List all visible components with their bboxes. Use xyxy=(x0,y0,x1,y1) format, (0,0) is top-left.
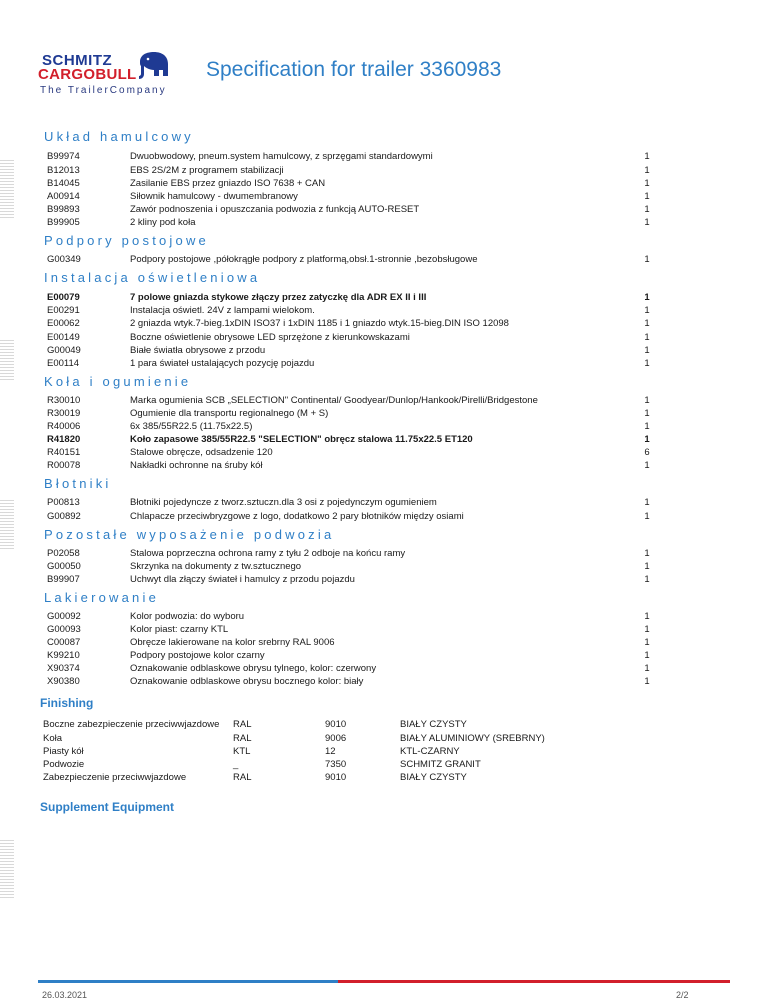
spec-desc: Marka ogumienia SCB „SELECTION" Continental/ Goodyear/Dunlop/Hankook/Pirelli/Bridgestone xyxy=(130,395,538,406)
spec-row xyxy=(0,304,768,317)
spec-qty: 1 xyxy=(644,178,650,189)
spec-qty: 1 xyxy=(644,637,650,648)
spec-qty: 1 xyxy=(644,217,650,228)
spec-row xyxy=(0,623,768,636)
page-number: 2/2 xyxy=(676,990,689,1000)
finishing-row xyxy=(0,771,768,784)
spec-desc: Boczne oświetlenie obrysowe LED sprzężone z kierunkowskazami xyxy=(130,332,410,343)
finishing-number: 9006 xyxy=(325,733,347,744)
spec-row xyxy=(0,573,768,586)
spec-qty: 1 xyxy=(644,650,650,661)
spec-row xyxy=(0,407,768,420)
section-title-other-chassis: Pozostałe wyposażenie podwozia xyxy=(44,527,335,542)
spec-qty: 1 xyxy=(644,611,650,622)
page-title: Specification for trailer 3360983 xyxy=(206,58,502,81)
finishing-standard: RAL xyxy=(233,719,252,730)
finishing-part: Koła xyxy=(43,733,63,744)
spec-qty: 1 xyxy=(644,676,650,687)
spec-code: B12013 xyxy=(47,165,80,176)
spec-row xyxy=(0,496,768,509)
spec-qty: 1 xyxy=(644,254,650,265)
spec-desc: Siłownik hamulcowy - dwumembranowy xyxy=(130,191,298,202)
spec-desc: Instalacja oświetl. 24V z lampami wielokom. xyxy=(130,305,315,316)
section-title-paint: Lakierowanie xyxy=(44,590,160,605)
spec-row xyxy=(0,649,768,662)
section-title-braking: Układ hamulcowy xyxy=(44,129,194,144)
spec-qty: 1 xyxy=(644,663,650,674)
spec-desc: Stalowe obręcze, odsadzenie 120 xyxy=(130,447,273,458)
spec-code: A00914 xyxy=(47,191,80,202)
spec-row xyxy=(0,331,768,344)
spec-qty: 1 xyxy=(644,191,650,202)
spec-desc: Koło zapasowe 385/55R22.5 "SELECTION" obręcz stalowa 11.75x22.5 ET120 xyxy=(130,434,473,445)
spec-code: G00092 xyxy=(47,611,81,622)
spec-code: E00079 xyxy=(47,292,80,303)
spec-row xyxy=(0,433,768,446)
footer-date: 26.03.2021 xyxy=(42,990,88,1000)
spec-qty: 1 xyxy=(644,408,650,419)
finishing-row xyxy=(0,758,768,771)
spec-code: B99907 xyxy=(47,574,80,585)
spec-qty: 1 xyxy=(644,305,650,316)
spec-code: R40151 xyxy=(47,447,81,458)
finishing-number: 9010 xyxy=(325,772,347,783)
spec-code: P02058 xyxy=(47,548,80,559)
finishing-color-name: BIAŁY CZYSTY xyxy=(400,772,467,783)
spec-row xyxy=(0,394,768,407)
spec-desc: EBS 2S/2M z programem stabilizacji xyxy=(130,165,284,176)
spec-qty: 1 xyxy=(644,460,650,471)
spec-code: R30019 xyxy=(47,408,81,419)
spec-desc: Białe światła obrysowe z przodu xyxy=(130,345,266,356)
spec-desc: Nakładki ochronne na śruby kół xyxy=(130,460,263,471)
spec-desc: Ogumienie dla transportu regionalnego (M + S) xyxy=(130,408,329,419)
spec-row xyxy=(0,459,768,472)
spec-row xyxy=(0,177,768,190)
spec-qty: 1 xyxy=(644,332,650,343)
spec-code: E00062 xyxy=(47,318,80,329)
spec-qty: 1 xyxy=(644,624,650,635)
scan-artifact xyxy=(0,840,14,900)
spec-code: G00049 xyxy=(47,345,81,356)
spec-desc: 6x 385/55R22.5 (11.75x22.5) xyxy=(130,421,253,432)
spec-code: P00813 xyxy=(47,497,80,508)
spec-qty: 1 xyxy=(644,318,650,329)
finishing-part: Boczne zabezpieczenie przeciwwjazdowe xyxy=(43,719,220,730)
spec-code: R30010 xyxy=(47,395,81,406)
spec-code: E00149 xyxy=(47,332,80,343)
spec-desc: Zawór podnoszenia i opuszczania podwozia z funkcją AUTO-RESET xyxy=(130,204,420,215)
spec-desc: Kolor podwozia: do wyboru xyxy=(130,611,245,622)
spec-desc: Obręcze lakierowane na kolor srebrny RAL 9006 xyxy=(130,637,335,648)
spec-code: B99974 xyxy=(47,151,80,162)
section-title-wheels: Koła i ogumienie xyxy=(44,374,192,389)
spec-qty: 1 xyxy=(644,165,650,176)
finishing-part: Piasty kół xyxy=(43,746,84,757)
spec-row xyxy=(0,344,768,357)
spec-row xyxy=(0,510,768,523)
spec-desc: 2 gniazda wtyk.7-bieg.1xDIN ISO37 i 1xDIN 1185 i 1 gniazdo wtyk.15-bieg.DIN ISO 12098 xyxy=(130,318,509,329)
spec-code: B14045 xyxy=(47,178,80,189)
finishing-standard: RAL xyxy=(233,733,252,744)
spec-code: R41820 xyxy=(47,434,81,445)
finishing-number: 7350 xyxy=(325,759,347,770)
spec-code: E00291 xyxy=(47,305,80,316)
spec-row xyxy=(0,547,768,560)
spec-row xyxy=(0,253,768,266)
spec-row xyxy=(0,317,768,330)
spec-desc: 1 para świateł ustalających pozycję pojazdu xyxy=(130,358,315,369)
spec-desc: 7 polowe gniazda stykowe złączy przez zatyczkę dla ADR EX II i III xyxy=(130,292,427,303)
spec-code: R00078 xyxy=(47,460,81,471)
spec-desc: 2 kliny pod koła xyxy=(130,217,196,228)
elephant-icon xyxy=(134,50,170,84)
section-title-lighting: Instalacja oświetleniowa xyxy=(44,270,261,285)
finishing-row xyxy=(0,745,768,758)
spec-code: X90374 xyxy=(47,663,80,674)
spec-qty: 1 xyxy=(644,561,650,572)
spec-qty: 1 xyxy=(644,434,650,445)
supplement-title: Supplement Equipment xyxy=(40,800,175,814)
spec-code: X90380 xyxy=(47,676,80,687)
finishing-color-name: BIAŁY ALUMINIOWY (SREBRNY) xyxy=(400,733,545,744)
finishing-row xyxy=(0,718,768,731)
spec-qty: 1 xyxy=(644,497,650,508)
spec-row xyxy=(0,164,768,177)
finishing-color-name: SCHMITZ GRANIT xyxy=(400,759,481,770)
spec-row xyxy=(0,190,768,203)
spec-qty: 6 xyxy=(644,447,650,458)
spec-qty: 1 xyxy=(644,151,650,162)
company-tagline: The TrailerCompany xyxy=(40,85,167,96)
spec-code: G00050 xyxy=(47,561,81,572)
spec-row xyxy=(0,203,768,216)
finishing-standard: KTL xyxy=(233,746,251,757)
spec-code: C00087 xyxy=(47,637,81,648)
spec-row xyxy=(0,636,768,649)
spec-desc: Chlapacze przeciwbryzgowe z logo, dodatkowo 2 pary błotników między osiami xyxy=(130,511,464,522)
spec-row xyxy=(0,610,768,623)
spec-desc: Podpory postojowe ,półokrągłe podpory z platformą,obsł.1-stronnie ,bezobsługowe xyxy=(130,254,478,265)
spec-row xyxy=(0,420,768,433)
finishing-color-name: BIAŁY CZYSTY xyxy=(400,719,467,730)
spec-desc: Podpory postojowe kolor czarny xyxy=(130,650,265,661)
footer-divider-blue xyxy=(38,980,338,983)
spec-desc: Zasilanie EBS przez gniazdo ISO 7638 + CAN xyxy=(130,178,326,189)
spec-row xyxy=(0,357,768,370)
spec-row xyxy=(0,662,768,675)
finishing-color-name: KTL-CZARNY xyxy=(400,746,460,757)
spec-row xyxy=(0,150,768,163)
spec-qty: 1 xyxy=(644,358,650,369)
spec-row xyxy=(0,675,768,688)
section-title-landing-gear: Podpory postojowe xyxy=(44,233,209,248)
spec-qty: 1 xyxy=(644,511,650,522)
logo-wordmark-top: SCHMITZ xyxy=(42,52,113,69)
spec-row xyxy=(0,446,768,459)
spec-desc: Skrzynka na dokumenty z tw.sztucznego xyxy=(130,561,302,572)
footer-divider-red xyxy=(338,980,730,983)
spec-qty: 1 xyxy=(644,204,650,215)
spec-qty: 1 xyxy=(644,292,650,303)
spec-desc: Błotniki pojedyncze z tworz.sztuczn.dla 3 osi z pojedynczym ogumieniem xyxy=(130,497,437,508)
finishing-row xyxy=(0,732,768,745)
spec-row xyxy=(0,560,768,573)
finishing-standard: _ xyxy=(233,759,239,770)
logo-wordmark-bottom: CARGOBULL xyxy=(38,66,137,83)
spec-code: B99893 xyxy=(47,204,80,215)
spec-desc: Dwuobwodowy, pneum.system hamulcowy, z sprzęgami standardowymi xyxy=(130,151,433,162)
spec-row xyxy=(0,291,768,304)
spec-desc: Stalowa poprzeczna ochrona ramy z tyłu 2 odboje na końcu ramy xyxy=(130,548,406,559)
spec-qty: 1 xyxy=(644,421,650,432)
spec-code: E00114 xyxy=(47,358,80,369)
spec-qty: 1 xyxy=(644,574,650,585)
spec-desc: Oznakowanie odblaskowe obrysu tylnego, kolor: czerwony xyxy=(130,663,377,674)
finishing-standard: RAL xyxy=(233,772,252,783)
spec-row xyxy=(0,216,768,229)
finishing-title: Finishing xyxy=(40,696,94,710)
finishing-part: Zabezpieczenie przeciwwjazdowe xyxy=(43,772,187,783)
finishing-number: 9010 xyxy=(325,719,347,730)
spec-desc: Oznakowanie odblaskowe obrysu bocznego kolor: biały xyxy=(130,676,364,687)
spec-qty: 1 xyxy=(644,548,650,559)
spec-code: B99905 xyxy=(47,217,80,228)
finishing-number: 12 xyxy=(325,746,336,757)
finishing-part: Podwozie xyxy=(43,759,85,770)
spec-code: G00093 xyxy=(47,624,81,635)
spec-qty: 1 xyxy=(644,345,650,356)
section-title-mudguards: Błotniki xyxy=(44,476,112,491)
spec-code: R40006 xyxy=(47,421,81,432)
spec-code: K99210 xyxy=(47,650,80,661)
spec-desc: Kolor piast: czarny KTL xyxy=(130,624,229,635)
spec-code: G00892 xyxy=(47,511,81,522)
spec-code: G00349 xyxy=(47,254,81,265)
spec-qty: 1 xyxy=(644,395,650,406)
spec-desc: Uchwyt dla złączy świateł i hamulcy z przodu pojazdu xyxy=(130,574,355,585)
